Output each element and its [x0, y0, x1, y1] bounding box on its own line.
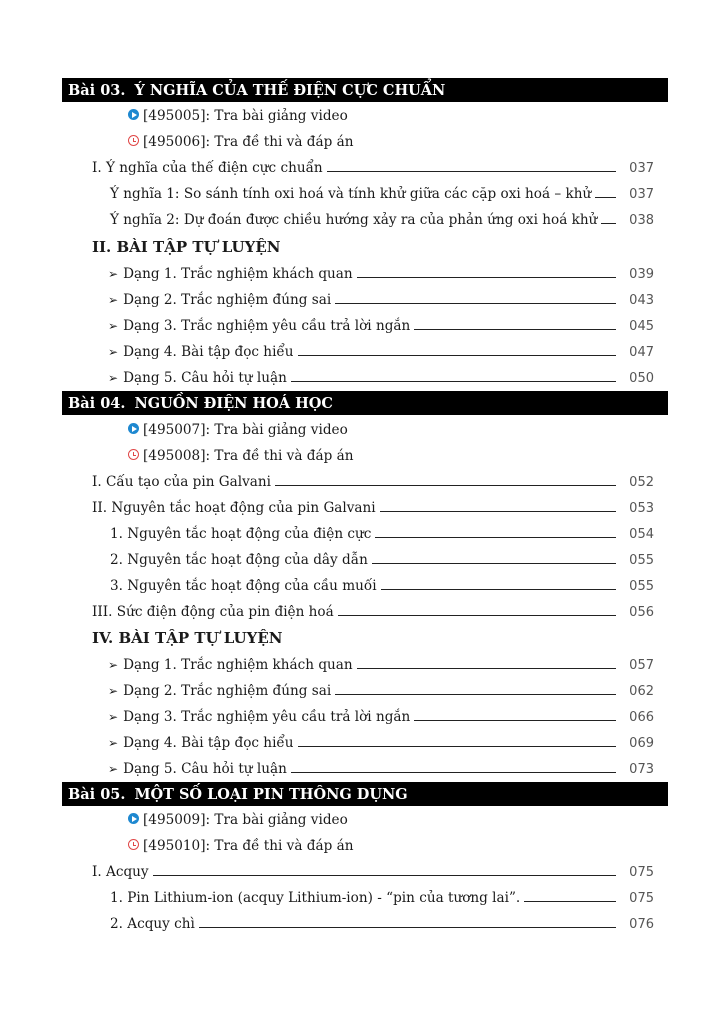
toc-entry[interactable]: III. Sức điện động của pin điện hoá 056	[92, 604, 654, 620]
toc-entry[interactable]: Ý nghĩa 1: So sánh tính oxi hoá và tính khử giữa các cặp oxi hoá – khử 037	[110, 186, 654, 202]
lesson-number: Bài 05.	[68, 785, 126, 803]
toc-entry[interactable]: ➢ Dạng 5. Câu hỏi tự luận 073	[108, 761, 654, 777]
arrow-bullet-icon: ➢	[108, 371, 119, 385]
page-number: 062	[629, 684, 654, 699]
page-number: 073	[629, 762, 654, 777]
page-number: 043	[629, 293, 654, 308]
arrow-bullet-icon: ➢	[108, 319, 119, 333]
toc-entry[interactable]: ➢ Dạng 3. Trắc nghiệm yêu cầu trả lời ngắn 045	[108, 318, 654, 334]
video-link[interactable]: [495009]: Tra bài giảng video	[128, 808, 348, 828]
page-number: 055	[629, 579, 654, 594]
play-circle-icon	[128, 423, 139, 434]
page-number: 045	[629, 319, 654, 334]
toc-entry[interactable]: 2. Acquy chì 076	[110, 916, 654, 932]
page-number: 076	[629, 917, 654, 932]
page-number: 056	[629, 605, 654, 620]
toc-entry[interactable]: ➢ Dạng 5. Câu hỏi tự luận 050	[108, 370, 654, 386]
toc-entry[interactable]: ➢ Dạng 3. Trắc nghiệm yêu cầu trả lời ngắn 066	[108, 709, 654, 725]
lesson-number: Bài 03.	[68, 81, 126, 99]
arrow-bullet-icon: ➢	[108, 684, 119, 698]
page-number: 057	[629, 658, 654, 673]
arrow-bullet-icon: ➢	[108, 762, 119, 776]
toc-entry[interactable]: Ý nghĩa 2: Dự đoán được chiều hướng xảy ra của phản ứng oxi hoá khử 038	[110, 212, 654, 228]
exam-link[interactable]: [495008]: Tra đề thi và đáp án	[128, 444, 353, 464]
page-number: 055	[629, 553, 654, 568]
arrow-bullet-icon: ➢	[108, 710, 119, 724]
clock-icon	[128, 449, 139, 460]
clock-icon	[128, 135, 139, 146]
lesson-title: MỘT SỐ LOẠI PIN THÔNG DỤNG	[134, 785, 408, 803]
toc-entry[interactable]: ➢ Dạng 2. Trắc nghiệm đúng sai 043	[108, 292, 654, 308]
page-number: 038	[629, 213, 654, 228]
lesson-title: NGUỒN ĐIỆN HOÁ HỌC	[134, 394, 333, 412]
page-number: 037	[629, 187, 654, 202]
toc-entry[interactable]: I. Ý nghĩa của thế điện cực chuẩn 037	[92, 160, 654, 176]
toc-entry[interactable]: ➢ Dạng 4. Bài tập đọc hiểu 069	[108, 735, 654, 751]
toc-entry[interactable]: 3. Nguyên tắc hoạt động của cầu muối 055	[110, 578, 654, 594]
page-number: 069	[629, 736, 654, 751]
toc-entry[interactable]: ➢ Dạng 1. Trắc nghiệm khách quan 039	[108, 266, 654, 282]
toc-entry[interactable]: ➢ Dạng 1. Trắc nghiệm khách quan 057	[108, 657, 654, 673]
lesson-header	[62, 782, 668, 806]
exam-link[interactable]: [495010]: Tra đề thi và đáp án	[128, 834, 353, 854]
page-number: 075	[629, 865, 654, 880]
exam-link[interactable]: [495006]: Tra đề thi và đáp án	[128, 130, 353, 150]
page-number: 053	[629, 501, 654, 516]
toc-entry[interactable]: 1. Nguyên tắc hoạt động của điện cực 054	[110, 526, 654, 542]
arrow-bullet-icon: ➢	[108, 658, 119, 672]
page-number: 050	[629, 371, 654, 386]
clock-icon	[128, 839, 139, 850]
page-number: 054	[629, 527, 654, 542]
page-number: 066	[629, 710, 654, 725]
lesson-number: Bài 04.	[68, 394, 126, 412]
arrow-bullet-icon: ➢	[108, 293, 119, 307]
lesson-title: Ý NGHĨA CỦA THẾ ĐIỆN CỰC CHUẨN	[134, 81, 446, 99]
play-circle-icon	[128, 109, 139, 120]
arrow-bullet-icon: ➢	[108, 736, 119, 750]
toc-entry[interactable]: I. Cấu tạo của pin Galvani 052	[92, 474, 654, 490]
arrow-bullet-icon: ➢	[108, 267, 119, 281]
play-circle-icon	[128, 813, 139, 824]
arrow-bullet-icon: ➢	[108, 345, 119, 359]
toc-entry[interactable]: I. Acquy 075	[92, 864, 654, 880]
page-number: 037	[629, 161, 654, 176]
page-number: 039	[629, 267, 654, 282]
lesson-header	[62, 391, 668, 415]
toc-entry[interactable]: II. Nguyên tắc hoạt động của pin Galvani 053	[92, 500, 654, 516]
video-link[interactable]: [495005]: Tra bài giảng video	[128, 104, 348, 124]
lesson-header	[62, 78, 668, 102]
video-link[interactable]: [495007]: Tra bài giảng video	[128, 418, 348, 438]
toc-entry[interactable]: 1. Pin Lithium-ion (acquy Lithium-ion) - “pin của tương lai”. 075	[110, 890, 654, 906]
page-number: 052	[629, 475, 654, 490]
section-title: II. BÀI TẬP TỰ LUYỆN	[92, 238, 281, 256]
toc-entry[interactable]: ➢ Dạng 2. Trắc nghiệm đúng sai 062	[108, 683, 654, 699]
page-number: 075	[629, 891, 654, 906]
page-number: 047	[629, 345, 654, 360]
section-title: IV. BÀI TẬP TỰ LUYỆN	[92, 629, 283, 647]
toc-entry[interactable]: 2. Nguyên tắc hoạt động của dây dẫn 055	[110, 552, 654, 568]
toc-entry[interactable]: ➢ Dạng 4. Bài tập đọc hiểu 047	[108, 344, 654, 360]
